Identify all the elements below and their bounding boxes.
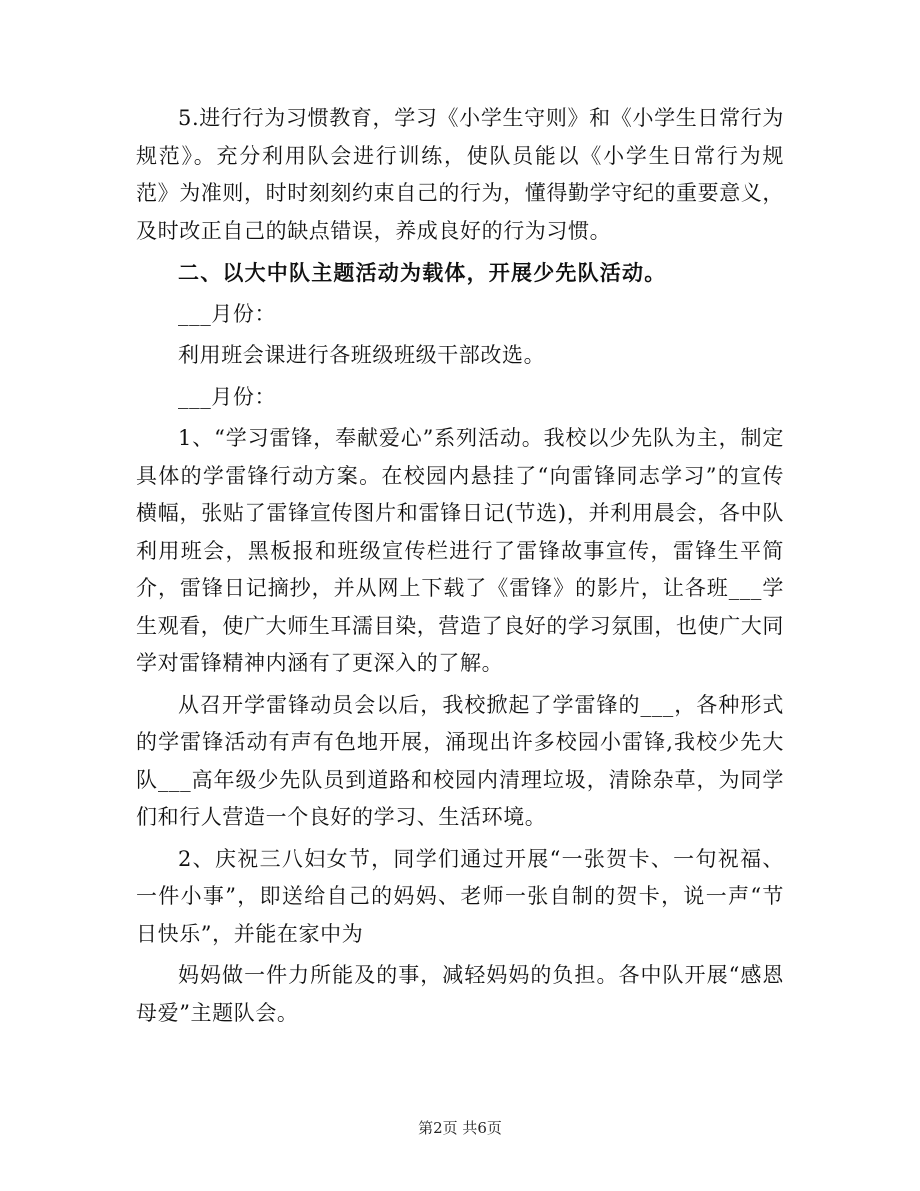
month-label-1: ___月份： — [178, 301, 277, 326]
paragraph-behavior-education: 5.进行行为习惯教育，学习《小学生守则》和《小学生日常行为规范》。充分利用队会进行训练，使队员能以《小学生日常行为规范》为准则，时时刻刻约束自己的行为，懂得勤学守纪的重要意义，及时改正自己的缺点错误，养成良好的行为习惯。 — [136, 106, 784, 243]
paragraph-womens-day: 2、庆祝三八妇女节，同学们通过开展“一张贺卡、一句祝福、一件小事”，即送给自己的妈妈、老师一张自制的贺卡，说一声“节日快乐”，并能在家中为 — [136, 846, 784, 946]
paragraph-lei-feng-activity: 1、“学习雷锋，奉献爱心”系列活动。我校以少先队为主，制定具体的学雷锋行动方案。在校园内悬挂了“向雷锋同志学习”的宣传横幅，张贴了雷锋宣传图片和雷锋日记(节选)，并利用晨会，各中队利用班会，黑板报和班级宣传栏进行了雷锋故事宣传，雷锋生平简介，雷锋日记摘抄，并从网上下载了《雷锋》的影片，让各班___学生观看，使广大师生耳濡目染，营造了良好的学习氛围，也使广大同学对雷锋精神内涵有了更深入的了解。 — [136, 426, 784, 675]
paragraph-mothers-help: 妈妈做一件力所能及的事，减轻妈妈的负担。各中队开展“感恩母爱”主题队会。 — [136, 963, 784, 1025]
document-body — [136, 100, 784, 1036]
section-heading: 二、以大中队主题活动为载体，开展少先队活动。 — [178, 260, 667, 285]
month-label-2: ___月份： — [178, 384, 277, 409]
paragraph-lei-feng-results: 从召开学雷锋动员会以后，我校掀起了学雷锋的___，各种形式的学雷锋活动有声有色地开展，涌现出许多校园小雷锋,我校少先大队___高年级少先队员到道路和校园内清理垃圾，清除杂草，为同学们和行人营造一个良好的学习、生活环境。 — [136, 692, 784, 829]
paragraph-class-election: 利用班会课进行各班级班级干部改选。 — [178, 343, 546, 367]
page-number-footer: 第2页 共6页 — [418, 1119, 502, 1137]
